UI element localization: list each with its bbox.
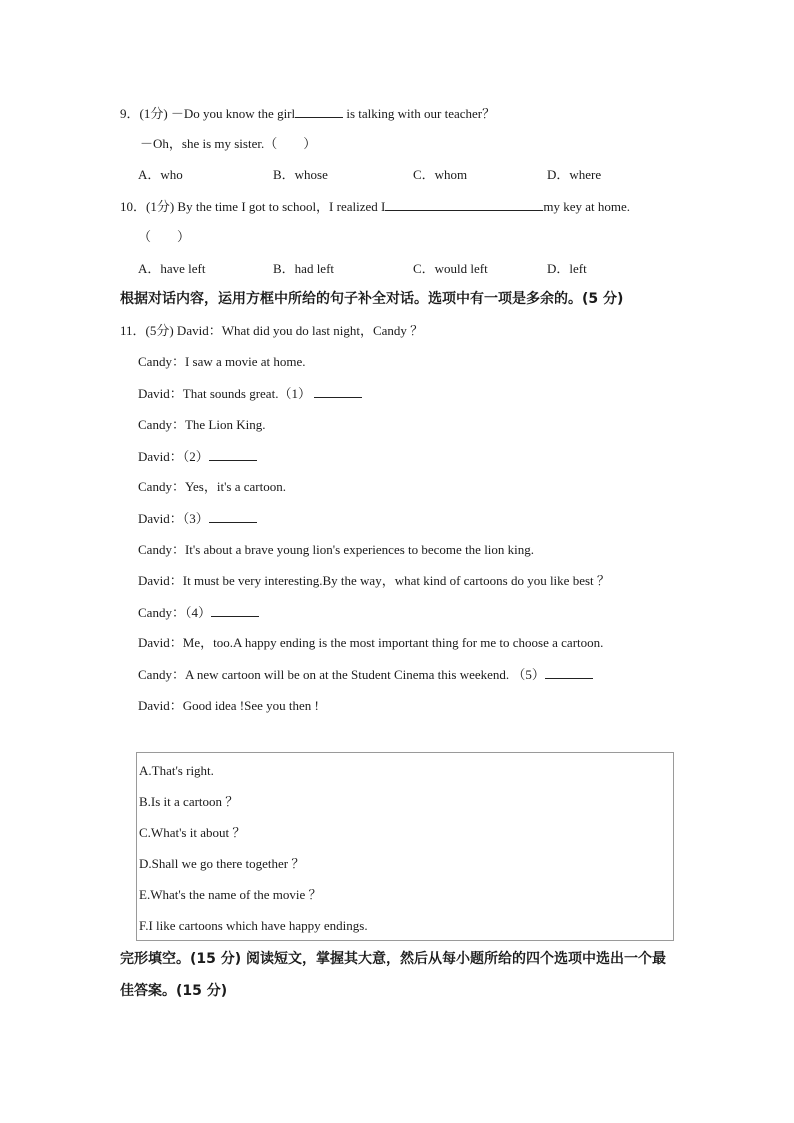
q11-line-4-text: David：（2） bbox=[138, 449, 209, 464]
q11-blank-1 bbox=[314, 384, 362, 398]
q11-line-2 bbox=[138, 384, 362, 403]
q9-stem bbox=[120, 104, 495, 123]
q11-blank-4 bbox=[211, 603, 259, 617]
q11-line-6 bbox=[138, 509, 257, 528]
q11-box-option-c: C.What's it about ？ bbox=[139, 825, 246, 840]
q10-option-a: A．have left bbox=[138, 261, 206, 276]
q9-option-a: A．who bbox=[138, 167, 183, 182]
q9-stem-suffix: is talking with our teacher？ bbox=[343, 106, 496, 121]
q9-blank bbox=[295, 104, 343, 118]
section-cloze-heading-line1: 完形填空。(15 分) 阅读短文，掌握其大意，然后从每小题所给的四个选项中选出一个最 bbox=[120, 951, 667, 967]
q11-box-option-f: F.I like cartoons which have happy endings. bbox=[139, 918, 368, 933]
q11-box-option-b: B.Is it a cartoon ？ bbox=[139, 794, 239, 809]
q11-line-10: David：Me，too.A happy ending is the most important thing for me to choose a cartoon. bbox=[138, 635, 604, 650]
q11-box-option-a: A.That's right. bbox=[139, 763, 214, 778]
q10-stem-suffix: my key at home. bbox=[543, 199, 631, 214]
q9-option-d: D．where bbox=[547, 167, 602, 182]
q10-stem bbox=[120, 197, 630, 216]
q11-line-7: Candy：It's about a brave young lion's experiences to become the lion king. bbox=[138, 542, 535, 557]
q11-line-11-text: Candy：A new cartoon will be on at the Student Cinema this weekend. （5） bbox=[138, 667, 545, 682]
q9-option-c: C．whom bbox=[413, 167, 468, 182]
q9-stem-prefix: 9．(1分) －Do you know the girl bbox=[120, 106, 296, 121]
section-dialogue-heading: 根据对话内容，运用方框中所给的句子补全对话。选项中有一项是多余的。(5 分) bbox=[120, 291, 624, 307]
q11-box-option-e: E.What's the name of the movie ？ bbox=[139, 887, 322, 902]
q11-line-0: 11．(5分) David：What did you do last night，Candy ？ bbox=[120, 323, 424, 338]
q11-blank-3 bbox=[209, 509, 257, 523]
q10-paren: （ ） bbox=[138, 229, 191, 244]
q11-line-3: Candy：The Lion King. bbox=[138, 417, 266, 432]
q10-option-b: B．had left bbox=[273, 261, 335, 276]
q11-line-4 bbox=[138, 447, 257, 466]
q11-blank-2 bbox=[209, 447, 257, 461]
q10-option-d: D．left bbox=[547, 261, 587, 276]
q11-line-2-text: David：That sounds great.（1） bbox=[138, 386, 311, 401]
q11-options-box bbox=[136, 752, 674, 941]
q11-blank-5 bbox=[545, 665, 593, 679]
q9-option-b: B．whose bbox=[273, 167, 328, 182]
q11-line-8: David：It must be very interesting.By the way，what kind of cartoons do you like best ？ bbox=[138, 573, 610, 588]
q10-blank bbox=[385, 197, 543, 211]
q11-line-9-text: Candy：（4） bbox=[138, 605, 211, 620]
section-cloze-heading-line2: 佳答案。(15 分) bbox=[120, 983, 228, 999]
q11-line-6-text: David：（3） bbox=[138, 511, 209, 526]
q10-option-c: C．would left bbox=[413, 261, 488, 276]
q10-stem-prefix: 10．(1分) By the time I got to school，I realized I bbox=[120, 199, 386, 214]
q9-reply: －Oh，she is my sister.（ ） bbox=[140, 136, 317, 151]
q11-line-1: Candy：I saw a movie at home. bbox=[138, 354, 306, 369]
q11-line-12: David：Good idea !See you then ! bbox=[138, 698, 319, 713]
q11-line-11 bbox=[138, 665, 593, 684]
q11-box-option-d: D.Shall we go there together ？ bbox=[139, 856, 305, 871]
q11-line-5: Candy：Yes，it's a cartoon. bbox=[138, 479, 286, 494]
q11-line-9 bbox=[138, 603, 259, 622]
